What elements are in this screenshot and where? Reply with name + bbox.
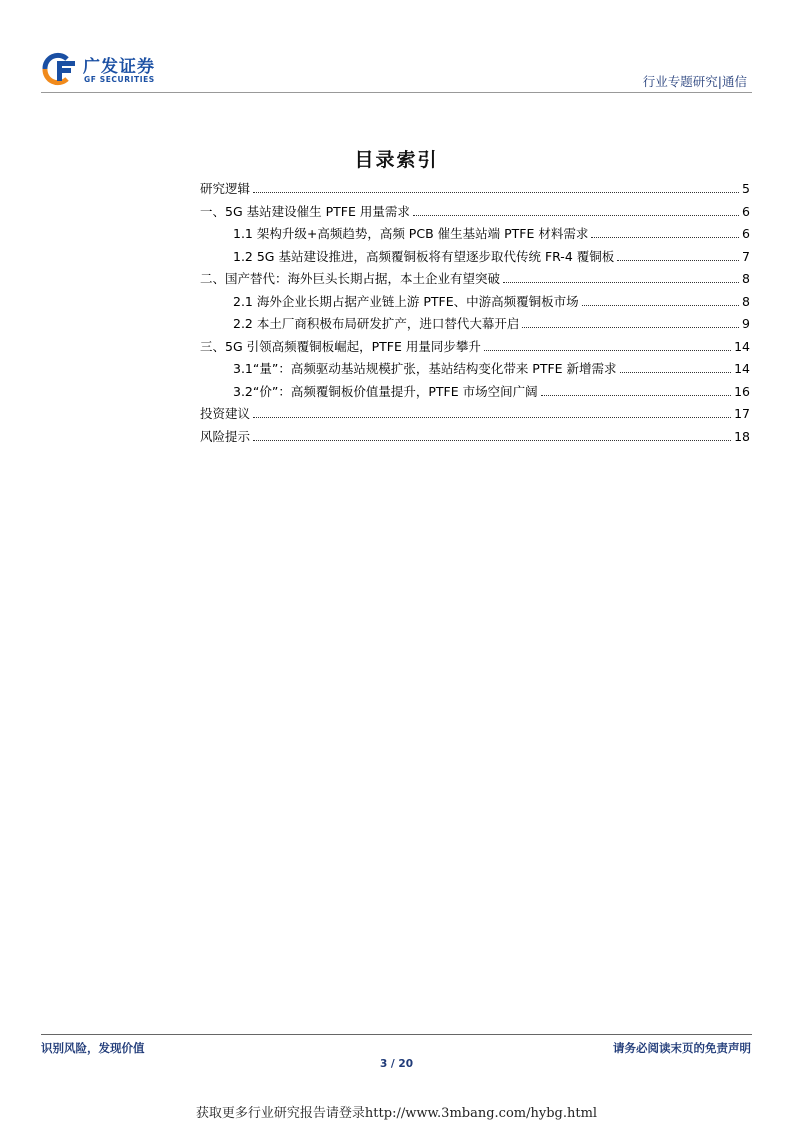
toc-entry-text: 3.1“量”：高频驱动基站规模扩张，基站结构变化带来 PTFE 新增需求: [233, 361, 617, 376]
toc-title: 目录索引: [354, 149, 439, 171]
toc-leader-dots: [413, 215, 739, 216]
toc-leader-dots: [253, 440, 731, 441]
toc-leader-dots: [591, 237, 739, 238]
toc-entry-page: 9: [742, 316, 750, 331]
toc-entry[interactable]: [200, 224, 750, 247]
toc-entry[interactable]: [200, 179, 750, 202]
toc-entry-text: 2.2 本土厂商积极布局研发扩产，进口替代大幕开启: [233, 316, 520, 331]
gf-logo-icon: [41, 52, 79, 86]
toc-entry[interactable]: [200, 359, 750, 382]
toc-entry-page: 14: [734, 338, 750, 354]
logo-english-name: GF SECURITIES: [84, 75, 155, 84]
toc-leader-dots: [541, 395, 732, 396]
toc-entry-text: 研究逻辑: [200, 181, 251, 196]
toc-entry[interactable]: [200, 427, 750, 450]
toc-leader-dots: [620, 372, 732, 373]
toc-entry[interactable]: [200, 314, 750, 337]
toc-entry[interactable]: [200, 337, 750, 360]
toc-entry-text: 1.1 架构升级+高频趋势，高频 PCB 催生基站端 PTFE 材料需求: [233, 226, 589, 241]
footer-slogan: 识别风险，发现价值: [41, 1041, 145, 1055]
toc-entry-text: 2.1 海外企业长期占据产业链上游 PTFE、中游高频覆铜板市场: [233, 293, 579, 309]
toc-leader-dots: [617, 260, 739, 261]
toc-entry[interactable]: [200, 404, 750, 427]
report-category: 行业专题研究|通信: [642, 74, 747, 89]
toc-entry-page: 8: [742, 293, 750, 309]
toc-leader-dots: [484, 350, 731, 351]
toc-leader-dots: [253, 192, 739, 193]
toc-entry-page: 14: [734, 361, 750, 376]
toc-entry[interactable]: [200, 382, 750, 405]
company-logo: [41, 50, 181, 94]
toc-entry-page: 6: [742, 226, 750, 241]
toc-entry[interactable]: [200, 247, 750, 270]
footer-divider: [41, 1034, 752, 1035]
toc-entry-page: 8: [742, 271, 750, 286]
toc-leader-dots: [522, 327, 739, 328]
toc-entry-text: 一、5G 基站建设催生 PTFE 用量需求: [200, 203, 410, 219]
footer-disclaimer: 请务必阅读末页的免责声明: [613, 1041, 751, 1055]
toc-entry-page: 5: [742, 181, 750, 196]
toc-entry-text: 风险提示: [200, 428, 251, 444]
toc-entry-page: 17: [734, 406, 750, 421]
toc-entry-page: 6: [742, 203, 750, 219]
toc-entry-text: 3.2“价”：高频覆铜板价值量提升，PTFE 市场空间广阔: [233, 383, 538, 399]
toc-entry-text: 投资建议: [200, 406, 251, 421]
toc-entry-text: 1.2 5G 基站建设推进，高频覆铜板将有望逐步取代传统 FR-4 覆铜板: [233, 248, 615, 264]
toc-leader-dots: [253, 417, 731, 418]
download-source-link[interactable]: 获取更多行业研究报告请登录http://www.3mbang.com/hybg.html: [195, 1106, 598, 1121]
toc-entry[interactable]: [200, 292, 750, 315]
toc-leader-dots: [503, 282, 739, 283]
toc-leader-dots: [582, 305, 739, 306]
header-divider: [41, 92, 752, 93]
logo-chinese-name: 广发证券: [83, 57, 155, 77]
toc-entry[interactable]: [200, 202, 750, 225]
toc-entry-text: 三、5G 引领高频覆铜板崛起，PTFE 用量同步攀升: [200, 338, 481, 354]
toc-entry[interactable]: [200, 269, 750, 292]
toc-entry-text: 二、国产替代：海外巨头长期占据，本土企业有望突破: [200, 271, 501, 286]
toc-entry-page: 16: [734, 383, 750, 399]
page-number: 3 / 20: [379, 1058, 414, 1070]
toc-entry-page: 7: [742, 248, 750, 264]
table-of-contents: [200, 179, 750, 449]
toc-entry-page: 18: [734, 428, 750, 444]
